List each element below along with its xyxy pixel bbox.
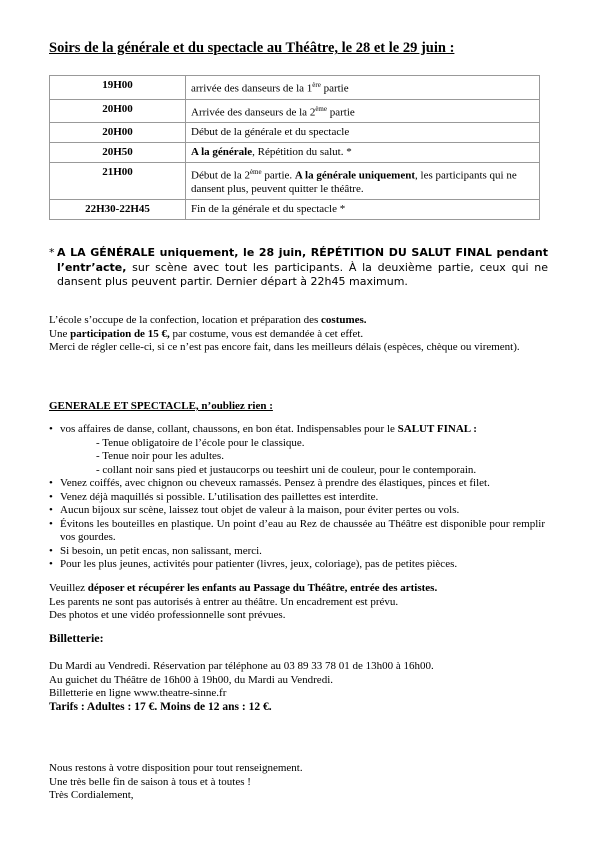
general-rehearsal-note (49, 246, 548, 290)
table-row (50, 199, 540, 219)
closing-section (49, 762, 545, 803)
schedule-description (186, 143, 540, 163)
costumes-section (49, 314, 545, 355)
pickup-prefix: Veuillez (49, 582, 88, 594)
costumes-bold: costumes. (321, 314, 367, 326)
schedule-description (186, 76, 540, 100)
note-asterisk: * (49, 246, 55, 259)
description-part: ère (312, 81, 321, 89)
checklist-section (49, 423, 545, 572)
table-row (50, 76, 540, 100)
description-part: ème (315, 104, 327, 113)
list-item: • Évitons les bouteilles en plastique. Un point d’eau au Rez de chaussée au Théâtre est disponible pour remplir vos gourdes. (49, 518, 545, 545)
table-row (50, 99, 540, 123)
description-part: Début de la générale et du spectacle (191, 126, 350, 139)
description-part: arrivée des danseurs de la 1 (191, 82, 313, 95)
closing-line: Nous restons à votre disposition pour tout renseignement. (49, 762, 303, 774)
list-item (49, 423, 545, 477)
pickup-location: déposer et récupérer les enfants au Passage du Théâtre, entrée des artistes. (87, 582, 438, 594)
checklist-heading (49, 400, 545, 414)
description-part: partie (327, 106, 355, 119)
schedule-time: 20H00 (50, 99, 186, 123)
table-row (50, 123, 540, 143)
ticketing-counter: Au guichet du Théâtre de 16h00 à 19h00, du Mardi au Vendredi. (49, 673, 333, 686)
parents-note: Les parents ne sont pas autorisés à entrer au théâtre. Un encadrement est prévu. (49, 595, 399, 608)
first-item-text: vos affaires de danse, collant, chaussons, en bon état. Indispensables pour le (60, 423, 398, 435)
schedule-time: 20H00 (50, 123, 186, 143)
description-part: Début de la 2 (191, 169, 250, 182)
table-row (50, 163, 540, 200)
schedule-time: 20H50 (50, 143, 186, 163)
outfit-item: - Tenue obligatoire de l’école pour le classique. (96, 436, 305, 449)
schedule-time: 19H00 (50, 76, 186, 100)
list-item: • Venez coiffés, avec chignon ou cheveux ramassés. Pensez à prendre des élastiques, pinces et filet. (49, 477, 545, 491)
photos-note: Des photos et une vidéo professionnelle sont prévues. (49, 609, 286, 621)
list-item: • Si besoin, un petit encas, non salissant, merci. (49, 545, 545, 559)
schedule-time: 22H30-22H45 (50, 199, 186, 219)
table-row (50, 143, 540, 163)
ticketing-online: Billetterie en ligne www.theatre-sinne.fr (49, 687, 227, 699)
checklist (49, 423, 545, 572)
list-item: • Aucun bijoux sur scène, laissez tout objet de valeur à la maison, pour éviter pertes ou vols. (49, 504, 545, 518)
description-part: partie (320, 82, 349, 95)
participation-amount: participation de 15 €, (70, 327, 170, 340)
description-part: Arrivée des danseurs de la 2 (191, 106, 316, 119)
description-part: , les participants qui ne dansent plus, peuvent quitter le théâtre. (191, 169, 517, 195)
schedule-description (186, 123, 540, 143)
description-part: , Répétition du salut. * (252, 146, 352, 159)
ticketing-section (49, 660, 545, 714)
description-part: Fin de la générale et du spectacle * (191, 202, 346, 215)
page-title: Soirs de la générale et du spectacle au Théâtre, le 28 et le 29 juin : (49, 40, 455, 56)
note-text: sur scène avec tout les participants. À la deuxième partie, ceux qui ne dansent plus peuvent partir. Dernier départ à 22h45 maximum. (57, 260, 548, 288)
description-part: A la générale uniquement (294, 169, 416, 182)
pickup-section (49, 582, 545, 623)
outfit-item: - Tenue noir pour les adultes. (96, 450, 224, 462)
participation-prefix: Une (49, 327, 71, 340)
closing-line: Très Cordialement, (49, 789, 134, 801)
schedule-time: 21H00 (50, 163, 186, 200)
description-part: A la générale (191, 146, 253, 159)
outfit-item: - collant noir sans pied et justaucorps ou teeshirt uni de couleur, pour le contemporain. (96, 463, 477, 476)
schedule-description (186, 163, 540, 200)
list-item: • Pour les plus jeunes, activités pour patienter (livres, jeux, coloriage), pas de petites pièces. (49, 558, 545, 572)
ticketing-heading: Billetterie: (49, 631, 104, 645)
description-part: ème (249, 168, 262, 177)
ticketing-phone: Du Mardi au Vendredi. Réservation par téléphone au 03 89 33 78 01 de 13h00 à 16h00. (49, 660, 434, 672)
schedule-description (186, 99, 540, 123)
payment-request: Merci de régler celle-ci, si ce n’est pas encore fait, dans les meilleurs délais (espèces, chèque ou virement). (49, 341, 520, 353)
list-item: • Venez déjà maquillés si possible. L’utilisation des paillettes est interdite. (49, 491, 545, 505)
participation-suffix: par costume, vous est demandée à cet effet. (169, 327, 364, 340)
costumes-line1: L’école s’occupe de la confection, location et préparation des (49, 314, 322, 326)
closing-line: Une très belle fin de saison à tous et à toutes ! (49, 775, 251, 788)
outfit-sublist (60, 437, 545, 478)
checklist-heading-text: GENERALE ET SPECTACLE, n’oubliez rien : (49, 400, 273, 412)
description-part: partie. (261, 169, 295, 182)
salut-final-label: SALUT FINAL : (397, 423, 477, 435)
ticket-prices: Tarifs : Adultes : 17 €. Moins de 12 ans : 12 €. (49, 700, 272, 713)
schedule-description (186, 199, 540, 219)
schedule-table (49, 75, 540, 220)
note-bold-text: A LA GÉNÉRALE uniquement, le 28 juin, RÉPÉTITION DU SALUT FINAL pendant l’entr’acte, (57, 246, 548, 274)
